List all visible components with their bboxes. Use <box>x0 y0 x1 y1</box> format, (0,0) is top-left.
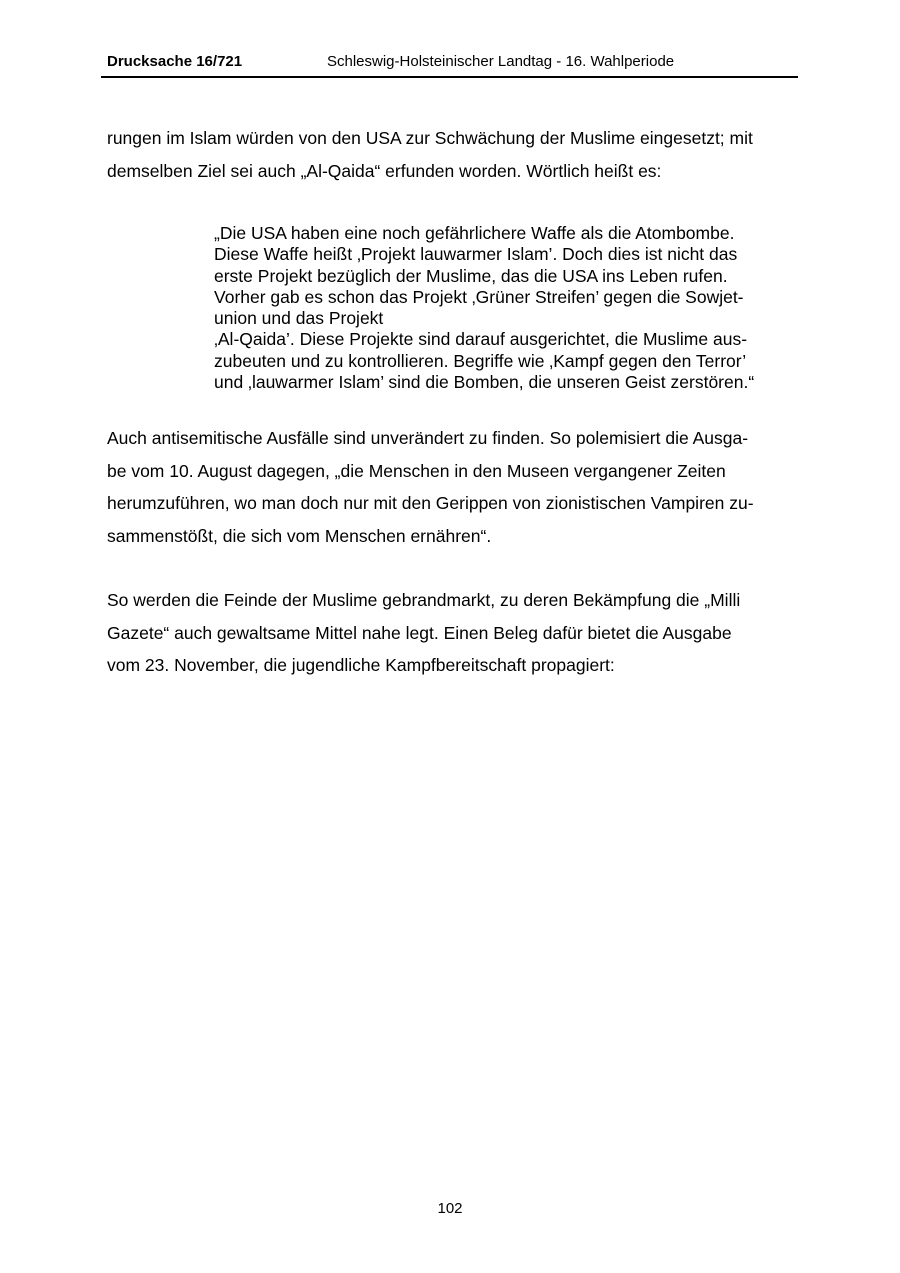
text-line: Gazete“ auch gewaltsame Mittel nahe legt. Einen Beleg dafür bietet die Ausgabe <box>107 622 732 643</box>
quote-line: Vorher gab es schon das Projekt ‚Grüner Streifen’ gegen die Sowjet- <box>214 286 744 307</box>
paragraph-2 <box>107 422 797 552</box>
paragraph-1 <box>107 122 797 187</box>
text-line: demselben Ziel sei auch „Al-Qaida“ erfunden worden. Wörtlich heißt es: <box>107 160 662 181</box>
quote-line: zubeuten und zu kontrollieren. Begriffe wie ‚Kampf gegen den Terror’ <box>214 350 747 371</box>
quote-line: „Die USA haben eine noch gefährlichere Waffe als die Atombombe. <box>214 223 735 243</box>
header-title: Schleswig-Holsteinischer Landtag - 16. Wahlperiode <box>327 53 675 70</box>
quote-line: ‚Al-Qaida’. Diese Projekte sind darauf ausgerichtet, die Muslime aus- <box>214 329 748 350</box>
text-line: vom 23. November, die jugendliche Kampfbereitschaft propagiert: <box>107 655 615 675</box>
text-line: be vom 10. August dagegen, „die Menschen in den Museen vergangener Zeiten <box>107 460 726 481</box>
paragraph-3 <box>107 584 797 682</box>
text-line: herumzuführen, wo man doch nur mit den Gerippen von zionistischen Vampiren zu- <box>107 493 754 513</box>
text-line: Auch antisemitische Ausfälle sind unverändert zu finden. So polemisiert die Ausga- <box>107 428 749 448</box>
quote-line: erste Projekt bezüglich der Muslime, das die USA ins Leben rufen. <box>214 265 728 286</box>
page-number: 102 <box>437 1200 463 1217</box>
block-quote <box>214 223 794 393</box>
quote-line: union und das Projekt <box>214 308 384 329</box>
text-line: rungen im Islam würden von den USA zur Schwächung der Muslime eingesetzt; mit <box>107 128 753 148</box>
document-number: Drucksache 16/721 <box>107 53 243 70</box>
quote-line: und ‚lauwarmer Islam’ sind die Bomben, die unseren Geist zerstören.“ <box>214 372 755 393</box>
page-header <box>101 50 798 78</box>
text-line: So werden die Feinde der Muslime gebrandmarkt, zu deren Bekämpfung die „Milli <box>107 590 741 610</box>
quote-line: Diese Waffe heißt ‚Projekt lauwarmer Islam’. Doch dies ist nicht das <box>214 244 738 265</box>
text-line: sammenstößt, die sich vom Menschen ernähren“. <box>107 525 492 546</box>
